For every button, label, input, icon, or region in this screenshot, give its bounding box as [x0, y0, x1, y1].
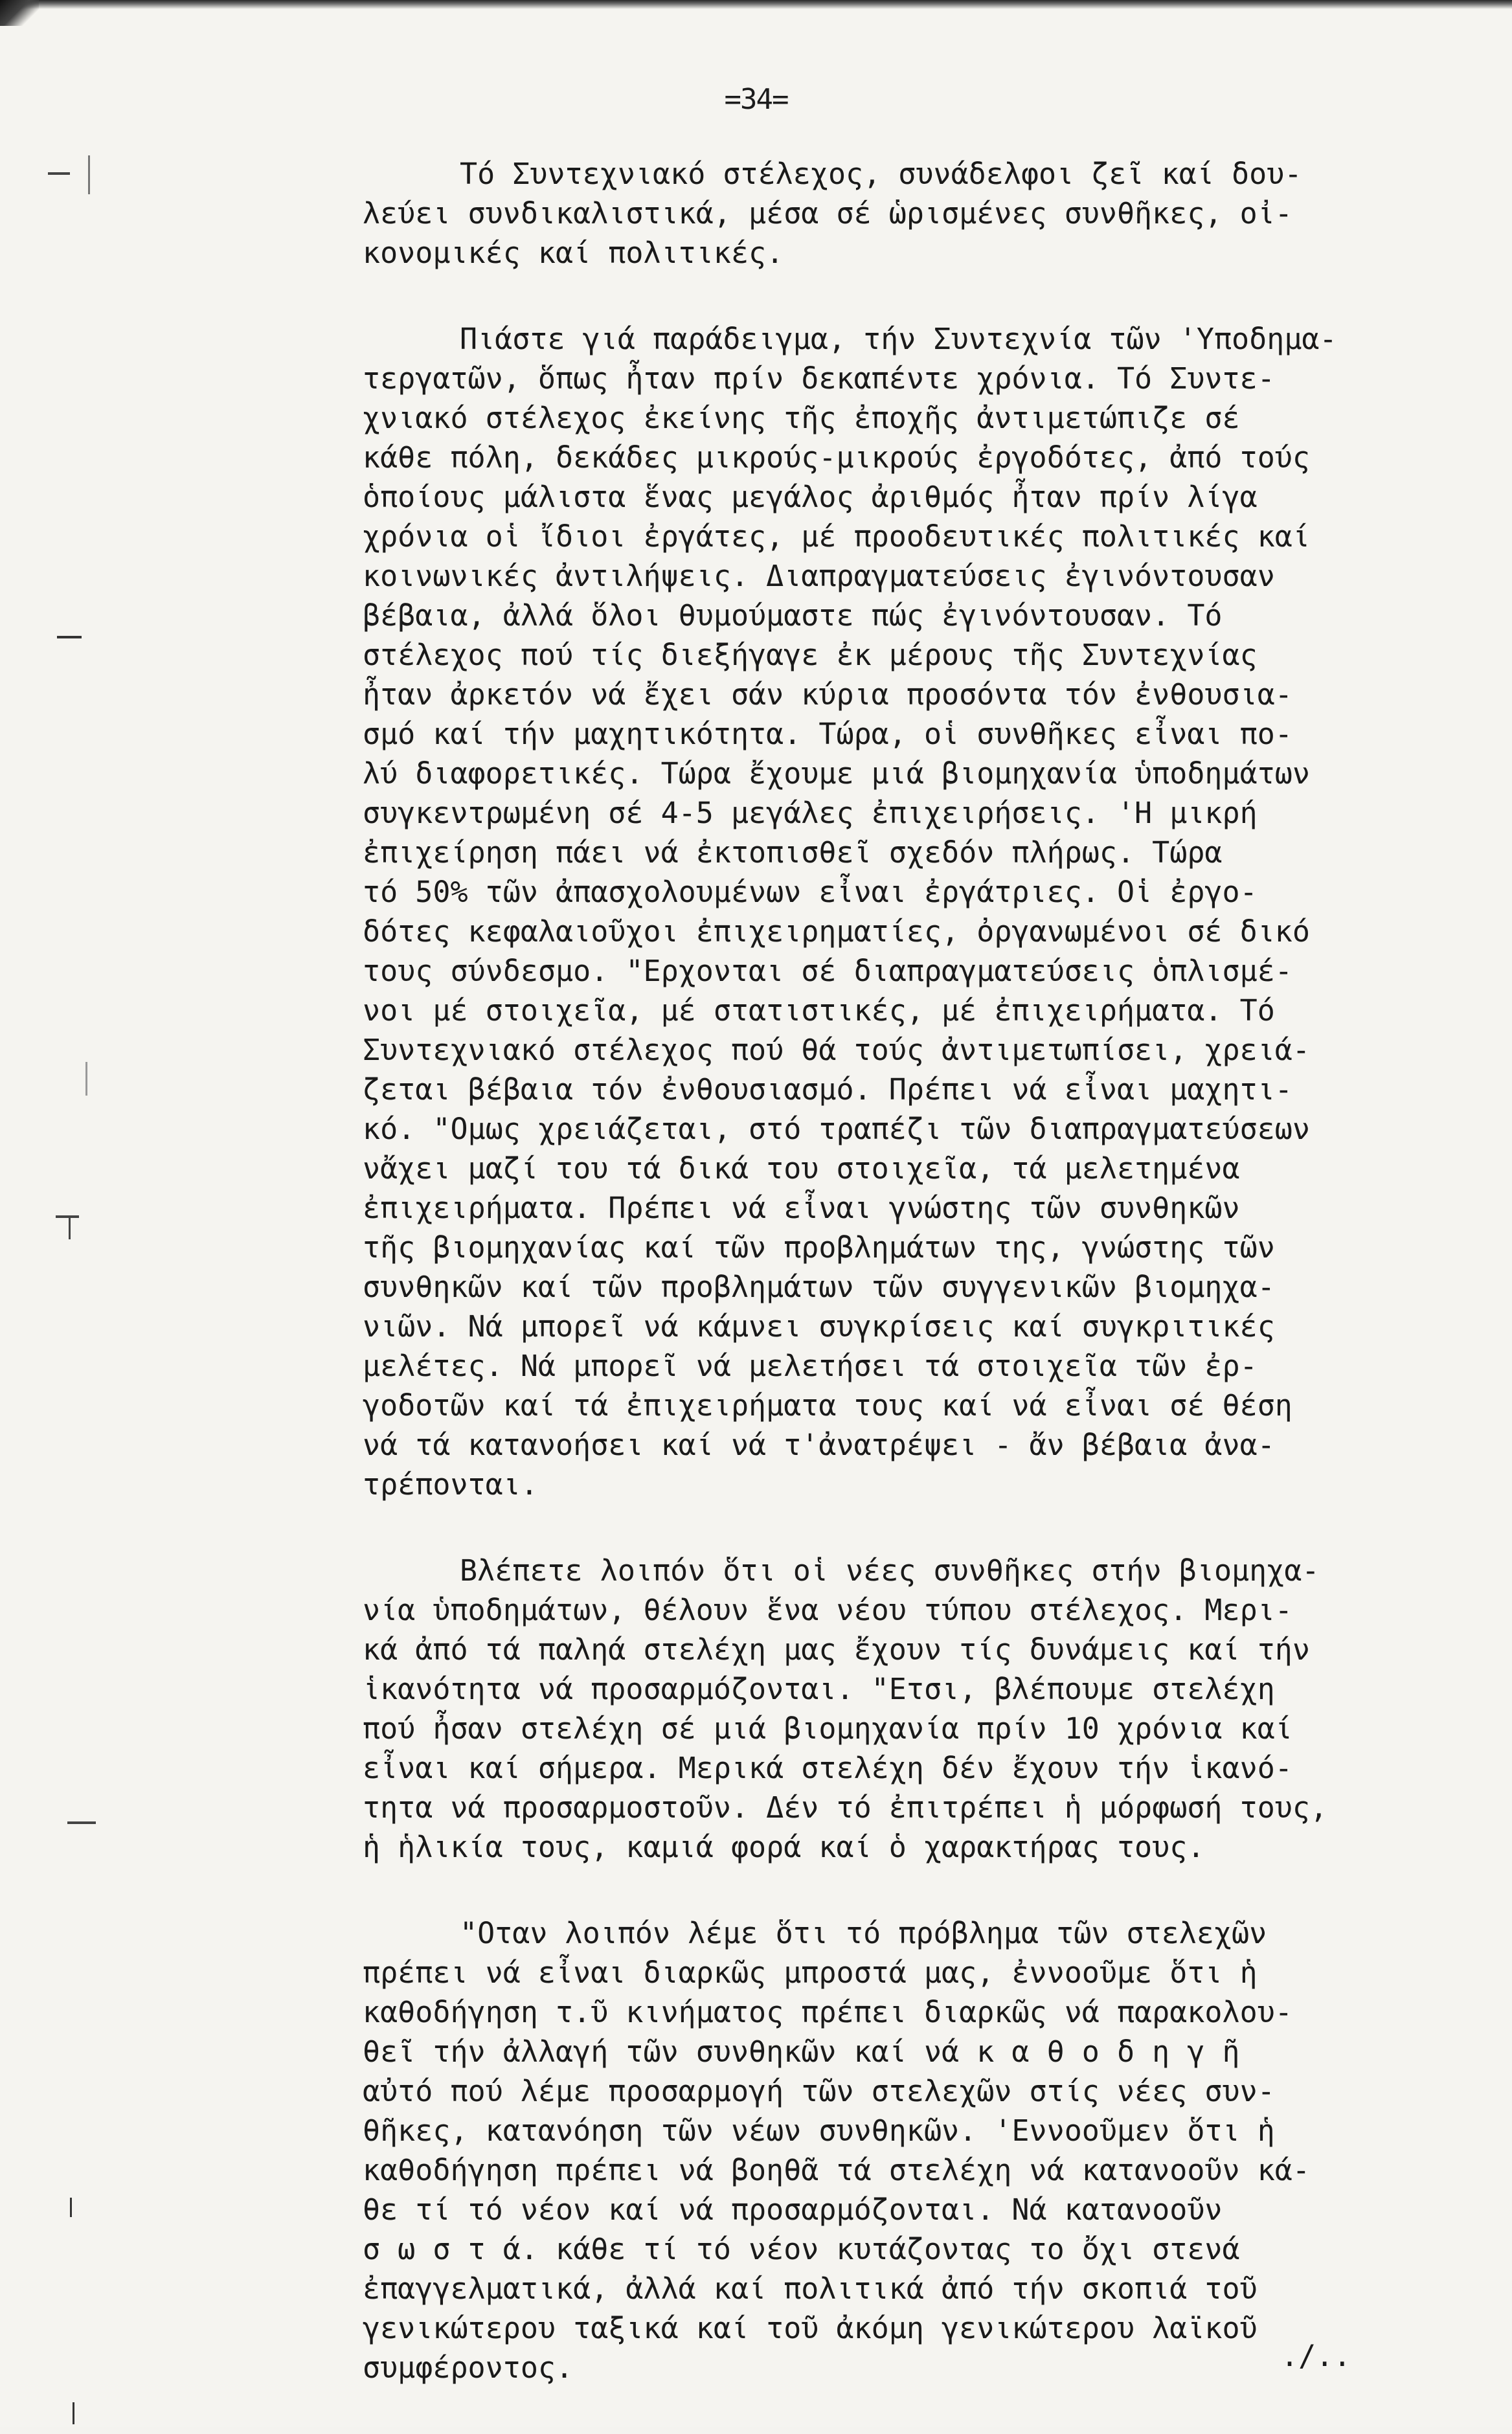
- text-line: κοινωνικές ἀντιλήψεις. Διαπραγματεύσεις ἐγινόντουσαν: [363, 559, 1275, 593]
- text-line: μελέτες. Νά μπορεῖ νά μελετήσει τά στοιχεῖα τῶν ἐρ-: [363, 1349, 1258, 1383]
- text-line: βέβαια, ἀλλά ὅλοι θυμούμαστε πώς ἐγινόντουσαν. Τό: [363, 598, 1223, 633]
- text-line: κάθε πόλη, δεκάδες μικρούς-μικρούς ἐργοδότες, ἀπό τούς: [363, 440, 1310, 475]
- text-line: σμό καί τήν μαχητικότητα. Τώρα, οἱ συνθῆκες εἶναι πο-: [363, 717, 1292, 751]
- text-line: ὁποίους μάλιστα ἕνας μεγάλος ἀριθμός ἦταν πρίν λίγα: [363, 480, 1258, 514]
- text-line: ἱκανότητα νά προσαρμόζονται. "Ετσι, βλέπουμε στελέχη: [363, 1672, 1275, 1706]
- text-line: νἄχει μαζί του τά δικά του στοιχεῖα, τά μελετημένα: [363, 1151, 1240, 1186]
- text-line: ἐπιχειρήματα. Πρέπει νά εἶναι γνώστης τῶν συνθηκῶν: [363, 1191, 1240, 1225]
- margin-mark: [67, 1821, 96, 1824]
- continuation-mark: ./..: [1281, 2339, 1351, 2373]
- margin-mark: [73, 2402, 74, 2424]
- text-line: Πιάστε γιά παράδειγμα, τήν Συντεχνία τῶν 'Υποδημα-: [460, 322, 1337, 356]
- text-line: λύ διαφορετικές. Τώρα ἔχουμε μιά βιομηχανία ὑποδημάτων: [363, 756, 1310, 791]
- text-line: λεύει συνδικαλιστικά, μέσα σέ ὡρισμένες συνθῆκες, οἰ-: [363, 196, 1292, 231]
- text-line: συνθηκῶν καί τῶν προβλημάτων τῶν συγγενικῶν βιομηχα-: [363, 1270, 1275, 1304]
- text-line: σ ω σ τ ά. κάθε τί τό νέον κυτάζοντας το ὄχι στενά: [363, 2232, 1240, 2266]
- text-line: χνιακό στέλεχος ἐκείνης τῆς ἐποχῆς ἀντιμετώπιζε σέ: [363, 401, 1240, 435]
- text-line: καθοδήγηση πρέπει νά βοηθᾶ τά στελέχη νά κατανοοῦν κά-: [363, 2153, 1310, 2187]
- text-line: Συντεχνιακό στέλεχος πού θά τούς ἀντιμετωπίσει, χρειά-: [363, 1033, 1310, 1067]
- text-line: Βλέπετε λοιπόν ὅτι οἱ νέες συνθῆκες στήν βιομηχα-: [460, 1553, 1320, 1588]
- margin-mark: [48, 172, 70, 175]
- text-line: πρέπει νά εἶναι διαρκῶς μπροστά μας, ἐννοοῦμε ὅτι ἡ: [363, 1955, 1258, 1990]
- text-line: νοι μέ στοιχεῖα, μέ στατιστικές, μέ ἐπιχειρήματα. Τό: [363, 993, 1275, 1028]
- text-line: θῆκες, κατανόηση τῶν νέων συνθηκῶν. 'Εννοοῦμεν ὅτι ἡ: [363, 2113, 1275, 2148]
- text-line: τεργατῶν, ὅπως ἦταν πρίν δεκαπέντε χρόνια. Τό Συντε-: [363, 361, 1275, 396]
- text-line: ἡ ἡλικία τους, καμιά φορά καί ὁ χαρακτήρας τους.: [363, 1830, 1205, 1864]
- text-line: πού ἦσαν στελέχη σέ μιά βιομηχανία πρίν 10 χρόνια καί: [363, 1711, 1292, 1746]
- paragraph-2: [363, 319, 1476, 1504]
- text-line: κό. "Ομως χρειάζεται, στό τραπέζι τῶν διαπραγματεύσεων: [363, 1112, 1310, 1146]
- text-line: γοδοτῶν καί τά ἐπιχειρήματα τους καί νά εἶναι σέ θέση: [363, 1388, 1292, 1423]
- text-line: αὐτό πού λέμε προσαρμογή τῶν στελεχῶν στίς νέες συν-: [363, 2074, 1275, 2108]
- margin-mark: [57, 636, 82, 638]
- text-line: τητα νά προσαρμοστοῦν. Δέν τό ἐπιτρέπει ἡ μόρφωσή τους,: [363, 1790, 1328, 1825]
- paragraph-1: [363, 154, 1476, 273]
- text-line: γενικώτερου ταξικά καί τοῦ ἀκόμη γενικώτερου λαϊκοῦ: [363, 2311, 1258, 2345]
- text-line: τρέπονται.: [363, 1467, 538, 1502]
- text-line: τό 50% τῶν ἀπασχολουμένων εἶναι ἐργάτριες. Οἱ ἐργο-: [363, 875, 1258, 909]
- text-line: ἐπαγγελματικά, ἀλλά καί πολιτικά ἀπό τήν σκοπιά τοῦ: [363, 2271, 1258, 2306]
- text-line: νά τά κατανοήσει καί νά τ'ἀνατρέψει - ἄν βέβαια ἀνα-: [363, 1428, 1275, 1462]
- margin-mark: [70, 2198, 72, 2217]
- margin-mark: [88, 155, 90, 194]
- text-line: συγκεντρωμένη σέ 4-5 μεγάλες ἐπιχειρήσεις. 'Η μικρή: [363, 796, 1258, 830]
- text-line: τῆς βιομηχανίας καί τῶν προβλημάτων της, γνώστης τῶν: [363, 1230, 1275, 1265]
- page-number: =34=: [724, 83, 788, 116]
- text-line: κά ἀπό τά παληά στελέχη μας ἔχουν τίς δυνάμεις καί τήν: [363, 1632, 1310, 1667]
- text-line: νιῶν. Νά μπορεῖ νά κάμνει συγκρίσεις καί συγκριτικές: [363, 1309, 1275, 1344]
- text-line: ἐπιχείρηση πάει νά ἐκτοπισθεῖ σχεδόν πλήρως. Τώρα: [363, 835, 1223, 870]
- text-line: "Οταν λοιπόν λέμε ὅτι τό πρόβλημα τῶν στελεχῶν: [460, 1916, 1267, 1950]
- scan-corner: [0, 0, 39, 26]
- text-line: εἶναι καί σήμερα. Μερικά στελέχη δέν ἔχουν τήν ἱκανό-: [363, 1751, 1292, 1785]
- text-line: ἦταν ἀρκετόν νά ἔχει σάν κύρια προσόντα τόν ἐνθουσια-: [363, 677, 1292, 712]
- paragraph-3: [363, 1551, 1476, 1867]
- text-line: στέλεχος πού τίς διεξήγαγε ἐκ μέρους τῆς Συντεχνίας: [363, 638, 1258, 672]
- text-line: ζεται βέβαια τόν ἐνθουσιασμό. Πρέπει νά εἶναι μαχητι-: [363, 1072, 1292, 1107]
- paragraph-4: [363, 1913, 1476, 2387]
- text-line: θεῖ τήν ἀλλαγή τῶν συνθηκῶν καί νά κ α θ ο δ η γ ῆ: [363, 2034, 1240, 2069]
- margin-mark: [69, 1217, 71, 1239]
- margin-mark: [56, 1215, 79, 1218]
- text-line: Τό Συντεχνιακό στέλεχος, συνάδελφοι ζεῖ καί δου-: [460, 157, 1302, 191]
- text-line: δότες κεφαλαιοῦχοι ἐπιχειρηματίες, ὀργανωμένοι σέ δικό: [363, 914, 1310, 949]
- text-line: θε τί τό νέον καί νά προσαρμόζονται. Νά κατανοοῦν: [363, 2192, 1223, 2227]
- text-line: κονομικές καί πολιτικές.: [363, 236, 784, 270]
- text-line: χρόνια οἱ ἴδιοι ἐργάτες, μέ προοδευτικές πολιτικές καί: [363, 519, 1310, 554]
- text-line: τους σύνδεσμο. "Ερχονται σέ διαπραγματεύσεις ὁπλισμέ-: [363, 954, 1292, 988]
- scan-edge: [0, 0, 1512, 9]
- document-body: [363, 154, 1476, 2434]
- text-line: καθοδήγηση τ.ῦ κινήματος πρέπει διαρκῶς νά παρακολου-: [363, 1995, 1292, 2029]
- text-line: νία ὑποδημάτων, θέλουν ἕνα νέου τύπου στέλεχος. Μερι-: [363, 1593, 1292, 1627]
- margin-mark: [85, 1062, 87, 1096]
- text-line: συμφέροντος.: [363, 2350, 574, 2385]
